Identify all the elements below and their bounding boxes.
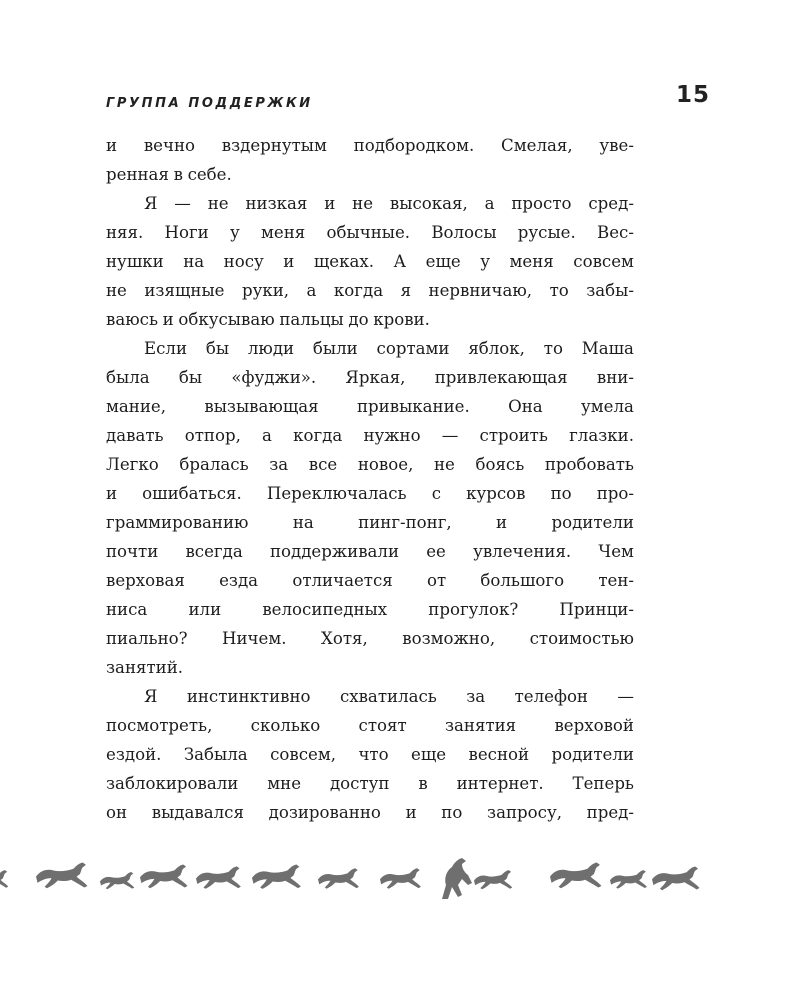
horse-icon (610, 870, 647, 888)
text-line: была бы «фуджи». Яркая, привлекающая вни- (106, 368, 634, 387)
horse-icon (380, 868, 421, 888)
horse-icon (100, 872, 134, 889)
text-line: почти всегда поддерживали ее увлечения. Чем (106, 542, 634, 561)
rearing-horse-icon (442, 858, 472, 899)
horse-icon (318, 868, 359, 888)
text-line: ниса или велосипедных прогулок? Принци- (106, 600, 634, 619)
horse-icon (36, 863, 87, 889)
text-line: посмотреть, сколько стоят занятия верховой (106, 716, 634, 735)
text-line: ренная в себе. (106, 165, 232, 184)
text-line: граммированию на пинг-понг, и родители (106, 513, 634, 532)
text-line: Если бы люди были сортами яблок, то Маша (144, 339, 634, 358)
horse-icon (474, 870, 512, 889)
text-line: няя. Ноги у меня обычные. Волосы русые. Вес- (106, 223, 634, 242)
page-number: 15 (676, 82, 711, 108)
horse-icon (140, 864, 188, 888)
text-line: ваюсь и обкусываю пальцы до крови. (106, 310, 430, 329)
running-head: ГРУППА ПОДДЕРЖКИ (106, 96, 313, 111)
text-line: не изящные руки, а когда я нервничаю, то забы- (106, 281, 634, 300)
horse-icon (252, 864, 301, 888)
text-line: верховая езда отличается от большого тен- (106, 571, 634, 590)
body-text (106, 131, 634, 827)
text-line: Я — не низкая и не высокая, а просто сред- (144, 194, 634, 213)
text-line: Легко бралась за все новое, не боясь пробовать (106, 455, 634, 474)
text-line: занятий. (106, 658, 184, 677)
horse-icon (550, 863, 601, 889)
horse-border (0, 855, 800, 910)
text-line: ездой. Забыла совсем, что еще весной родители (106, 745, 634, 764)
text-line: Я инстинктивно схватилась за телефон — (144, 687, 634, 706)
text-line: пиально? Ничем. Хотя, возможно, стоимостью (106, 629, 634, 648)
horse-icon (652, 866, 700, 890)
text-line: он выдавался дозированно и по запросу, пред- (106, 803, 634, 822)
text-line: нушки на носу и щеках. А еще у меня совсем (106, 252, 634, 271)
horse-icon (0, 870, 8, 888)
horse-icon (196, 866, 241, 888)
text-line: заблокировали мне доступ в интернет. Теперь (106, 774, 634, 793)
text-line: мание, вызывающая привыкание. Она умела (106, 397, 634, 416)
text-line: и ошибаться. Переключалась с курсов по про- (106, 484, 634, 503)
text-line: давать отпор, а когда нужно — строить глазки. (106, 426, 634, 445)
text-line: и вечно вздернутым подбородком. Смелая, уве- (106, 136, 634, 155)
